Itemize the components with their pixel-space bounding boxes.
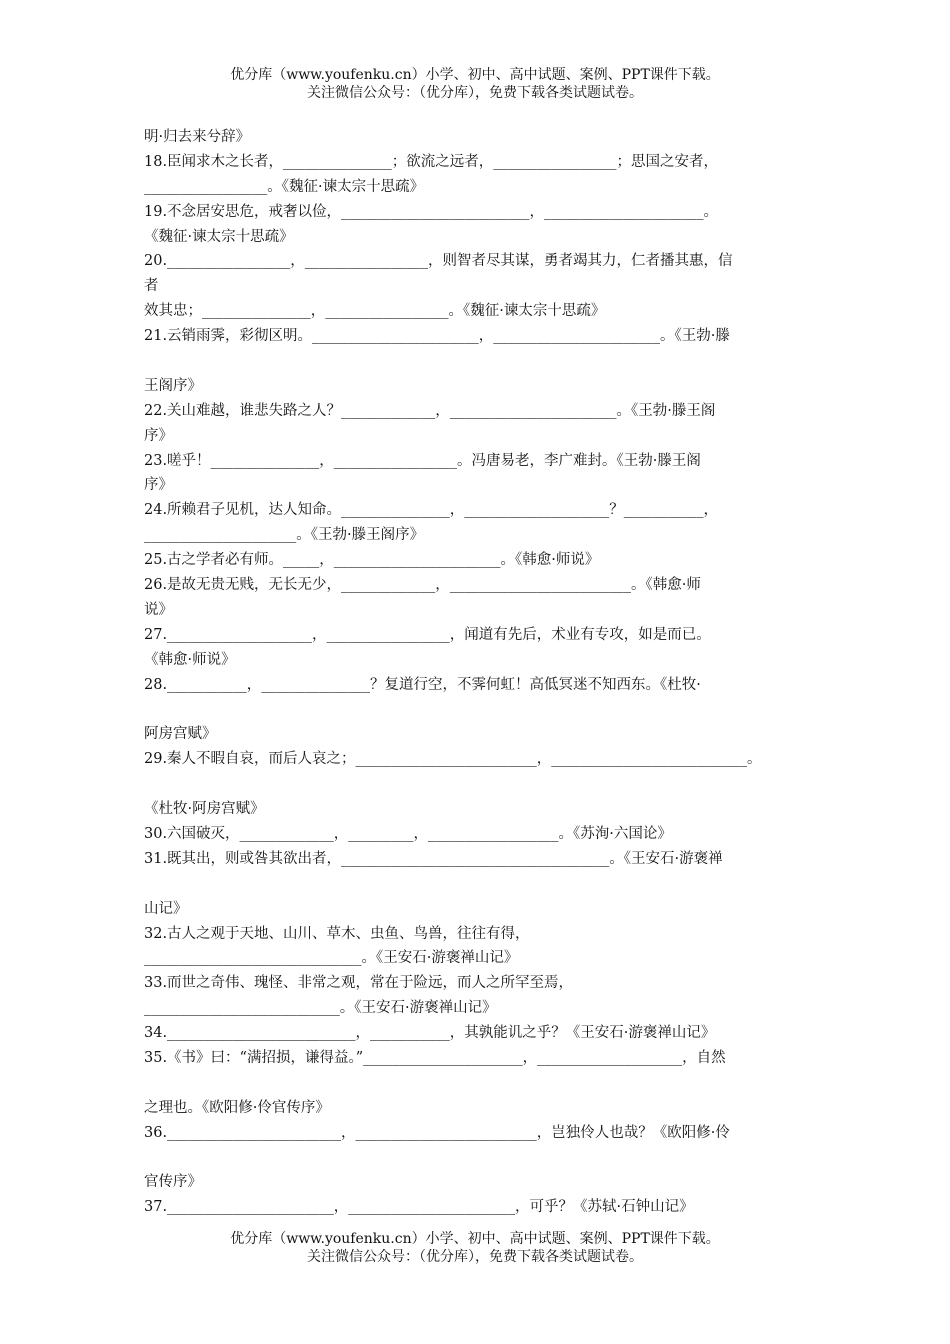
- text-line: 明·归去来兮辞》: [144, 129, 251, 145]
- text-line: 26.是故无贵无贱，无长无少，_____________，_________________________。《韩愈·师: [144, 577, 701, 594]
- header-line-2: 关注微信公众号：（优分库），免费下载各类试题试卷。: [307, 85, 643, 101]
- text-line: 序》: [144, 427, 173, 444]
- text-line: 19.不念居安思危，戒奢以俭，__________________________，______________________。: [144, 203, 719, 220]
- text-line: 序》: [144, 477, 173, 494]
- footer-line-2: 关注微信公众号：（优分库），免费下载各类试题试卷。: [307, 1249, 643, 1265]
- text-line: 官传序》: [144, 1174, 202, 1191]
- text-line: 23.嗟乎！_______________，_________________。冯唐易老，李广难封。《王勃·滕王阁: [144, 452, 701, 469]
- text-line: 31.既其出，则或咎其欲出者，_____________________________________。《王安石·游褒禅: [144, 850, 723, 867]
- blank-line: [144, 697, 808, 722]
- text-line: 24.所赖君子见机，达人知命。_______________，____________________？___________，: [144, 502, 719, 519]
- text-line: 《韩愈·师说》: [144, 651, 236, 668]
- text-line: ______________________________。《王安石·游褒禅山记》: [144, 950, 519, 967]
- text-line: 22.关山难越，谁悲失路之人？_____________，_______________________。《王勃·滕王阁: [144, 402, 716, 419]
- text-line: 20._________________，_________________，则智者尽其谋，勇者竭其力，仁者播其惠，信: [144, 253, 733, 270]
- blank-line: [144, 872, 808, 897]
- text-line: 35.《书》曰：“满招损，谦得益。”______________________，____________________，自然: [144, 1049, 726, 1066]
- text-line: _________________。《魏征·谏太宗十思疏》: [144, 178, 425, 195]
- text-line: 山记》: [144, 900, 188, 917]
- text-line: 《杜牧·阿房宫赋》: [144, 801, 265, 818]
- text-line: 18.臣闻求木之长者，_______________；欲流之远者，_________________；思国之安者，: [144, 153, 719, 170]
- text-line: 30.六国破灭，_____________，_________，__________________。《苏洵·六国论》: [144, 825, 672, 842]
- text-line: 《魏征·谏太宗十思疏》: [144, 228, 294, 245]
- blank-line: [144, 349, 808, 374]
- text-line: _____________________。《王勃·滕王阁序》: [144, 527, 425, 544]
- text-line: 33.而世之奇伟、瑰怪、非常之观，常在于险远，而人之所罕至焉，: [144, 975, 574, 992]
- text-line: 之理也。《欧阳修·伶官传序》: [144, 1099, 330, 1116]
- text-line: 36.________________________，_________________________，岂独伶人也哉？《欧阳修·伶: [144, 1124, 730, 1141]
- header-line-1: 优分库（www.youfenku.cn）小学、初中、高中试题、案例、PPT课件下载。: [230, 67, 720, 83]
- text-line: 27.____________________，_________________，闻道有先后，术业有专攻，如是而已。: [144, 626, 711, 643]
- text-line: 王阁序》: [144, 377, 202, 394]
- blank-line: [144, 1071, 808, 1096]
- text-line: 21.云销雨霁，彩彻区明。_______________________，_______________________。《王勃·滕: [144, 328, 730, 345]
- text-line: 28.___________，_______________？复道行空，不霁何虹！高低冥迷不知西东。《杜牧·: [144, 676, 701, 693]
- page-footer: [0, 1230, 950, 1266]
- text-line: 效其忠；_______________，_________________。《魏征·谏太宗十思疏》: [144, 303, 606, 320]
- text-line: 29.秦人不暇自哀，而后人哀之；_________________________，___________________________。: [144, 751, 762, 768]
- page-header: [0, 66, 950, 102]
- blank-line: [144, 1146, 808, 1171]
- text-line: 25.古之学者必有师。_____，_______________________。《韩愈·师说》: [144, 552, 600, 569]
- text-line: 说》: [144, 601, 173, 618]
- document-body: [144, 125, 808, 1220]
- blank-line: [144, 772, 808, 797]
- text-line: 阿房宫赋》: [144, 726, 217, 743]
- text-line: 37._______________________，_______________________，可乎？《苏轼·石钟山记》: [144, 1199, 694, 1216]
- footer-line-1: 优分库（www.youfenku.cn）小学、初中、高中试题、案例、PPT课件下载。: [230, 1231, 720, 1247]
- text-line: 32.古人之观于天地、山川、草木、虫鱼、鸟兽，往往有得，: [144, 925, 530, 942]
- text-line: 34.__________________________，___________，其孰能讥之乎？《王安石·游褒禅山记》: [144, 1025, 716, 1042]
- text-line: ___________________________。《王安石·游褒禅山记》: [144, 1000, 497, 1017]
- text-line: 者: [144, 278, 159, 295]
